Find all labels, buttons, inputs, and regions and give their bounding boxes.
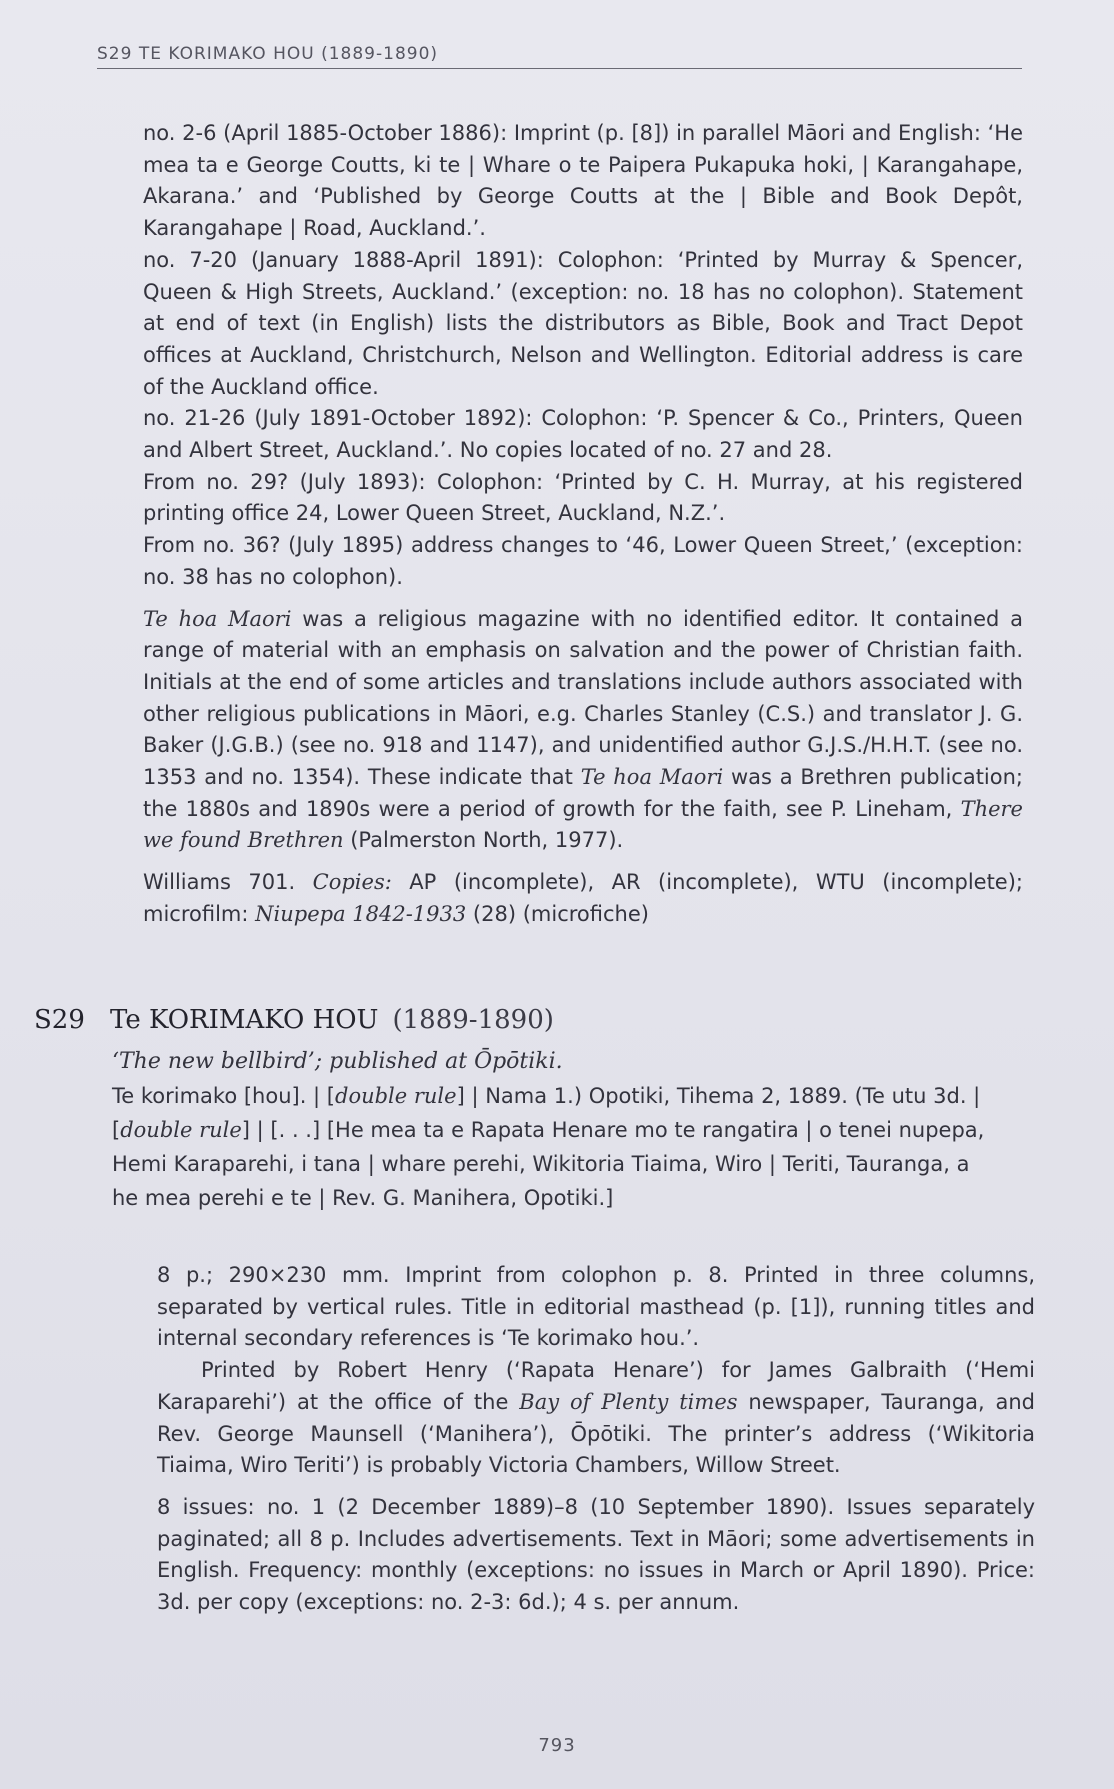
entry-dates: (1889-1890) xyxy=(392,1005,554,1035)
running-head: S29 TE KORIMAKO HOU (1889-1890) xyxy=(97,44,1022,69)
entry-transcription xyxy=(112,1045,992,1215)
italic-citation: There we found Brethren xyxy=(143,796,1023,853)
page-number: 793 xyxy=(538,1735,576,1756)
entry-translation: ‘The new bellbird’; published at Ōpōtiki. xyxy=(112,1049,563,1074)
physical-description: 8 p.; 290×230 mm. Imprint from colophon p. 8. Printed in three columns, separated by vertical rules. Title in editorial masthead (p. [1]), running titles and internal secondary references is ‘Te korimako hou.’. xyxy=(157,1263,1035,1351)
copies-paragraph: Williams 701. Copies: AP (incomplete), AR (incomplete), WTU (incomplete); microfilm: Niupepa 1842-1933 (28) (microfiche) xyxy=(143,870,1023,926)
entry-code: S29 xyxy=(34,1005,85,1035)
entry-title: Te KORIMAKO HOU xyxy=(110,1005,379,1035)
masthead-transcription: Te korimako [hou]. | [double rule] | Nama 1.) Opotiki, Tihema 2, 1889. (Te utu 3d. | [double rule] | [. . .] [He mea ta e Rapata Henare mo te rangatira | o tenei nupepa, Hemi Karaparehi, i tana | whare perehi, Wikitoria Tiaima, Wiro | Teriti, Tauranga, a he mea perehi e te | Rev. G. Manihera, Opotiki.] xyxy=(112,1084,985,1210)
italic-title: Te hoa Maori xyxy=(143,606,292,631)
imprint-note-2: no. 7-20 (January 1888-April 1891): Colophon: ‘Printed by Murray & Spencer, Queen & High Streets, Auckland.’ (exception: no. 18 has no colophon). Statement at end of text (in English) lists the distributors as Bible, Book and Tract Depot offices at Auckland, Christchurch, Nelson and Wellington. Editorial address is care of the Auckland office. xyxy=(143,247,1023,399)
imprint-note-5: From no. 36? (July 1895) address changes to ‘46, Lower Queen Street,’ (exception: no. 38 has no colophon). xyxy=(143,533,1023,589)
italic-title: Te hoa Maori xyxy=(580,765,724,790)
imprint-note-3: no. 21-26 (July 1891-October 1892): Colophon: ‘P. Spencer & Co., Printers, Queen and Albert Street, Auckland.’. No copies located of no. 27 and 28. xyxy=(143,406,1023,463)
entry-notes xyxy=(157,1260,1035,1619)
description-paragraph: Te hoa Maori was a religious magazine with no identified editor. It contained a range of material with an emphasis on salvation and the power of Christian faith. Initials at the end of some articles and translations include authors associated with other religious publications in Māori, e.g. Charles Stanley (C.S.) and translator J. G. Baker (J.G.B.) (see no. 918 and 1147), and unidentified author G.J.S./H.H.T. (see no. 1353 and no. 1354). These indicate that Te hoa Maori was a Brethren publication; the 1880s and 1890s were a period of growth for the faith, see P. Lineham, There we found Brethren (Palmerston North, 1977). xyxy=(143,606,1023,853)
previous-entry-continuation xyxy=(143,118,1023,931)
imprint-note-1: no. 2-6 (April 1885-October 1886): Imprint (p. [8]) in parallel Māori and English: ‘He mea ta e George Coutts, ki te | Whare o te Paipera Pukapuka hoki, | Karangahape, Akarana.’ and ‘Published by George Coutts at the | Bible and Book Depôt, Karangahape | Road, Auckland.’. xyxy=(143,121,1023,241)
issues-note: 8 issues: no. 1 (2 December 1889)–8 (10 September 1890). Issues separately paginated; all 8 p. Includes advertisements. Text in Māori; some advertisements in English. Frequency: monthly (exceptions: no issues in March or April 1890). Price: 3d. per copy (exceptions: no. 2-3: 6d.); 4 s. per annum. xyxy=(157,1494,1035,1615)
entry-heading xyxy=(34,1005,1024,1035)
imprint-note-4: From no. 29? (July 1893): Colophon: ‘Printed by C. H. Murray, at his registered printing office 24, Lower Queen Street, Auckland, N.Z.’. xyxy=(143,469,1023,526)
printer-note: Printed by Robert Henry (‘Rapata Henare’) for James Galbraith (‘Hemi Karaparehi’) at the office of the Bay of Plenty times newspaper, Tauranga, and Rev. George Maunsell (‘Manihera’), Ōpōtiki. The printer’s address (‘Wikitoria Tiaima, Wiro Teriti’) is probably Victoria Chambers, Willow Street. xyxy=(157,1358,1036,1478)
